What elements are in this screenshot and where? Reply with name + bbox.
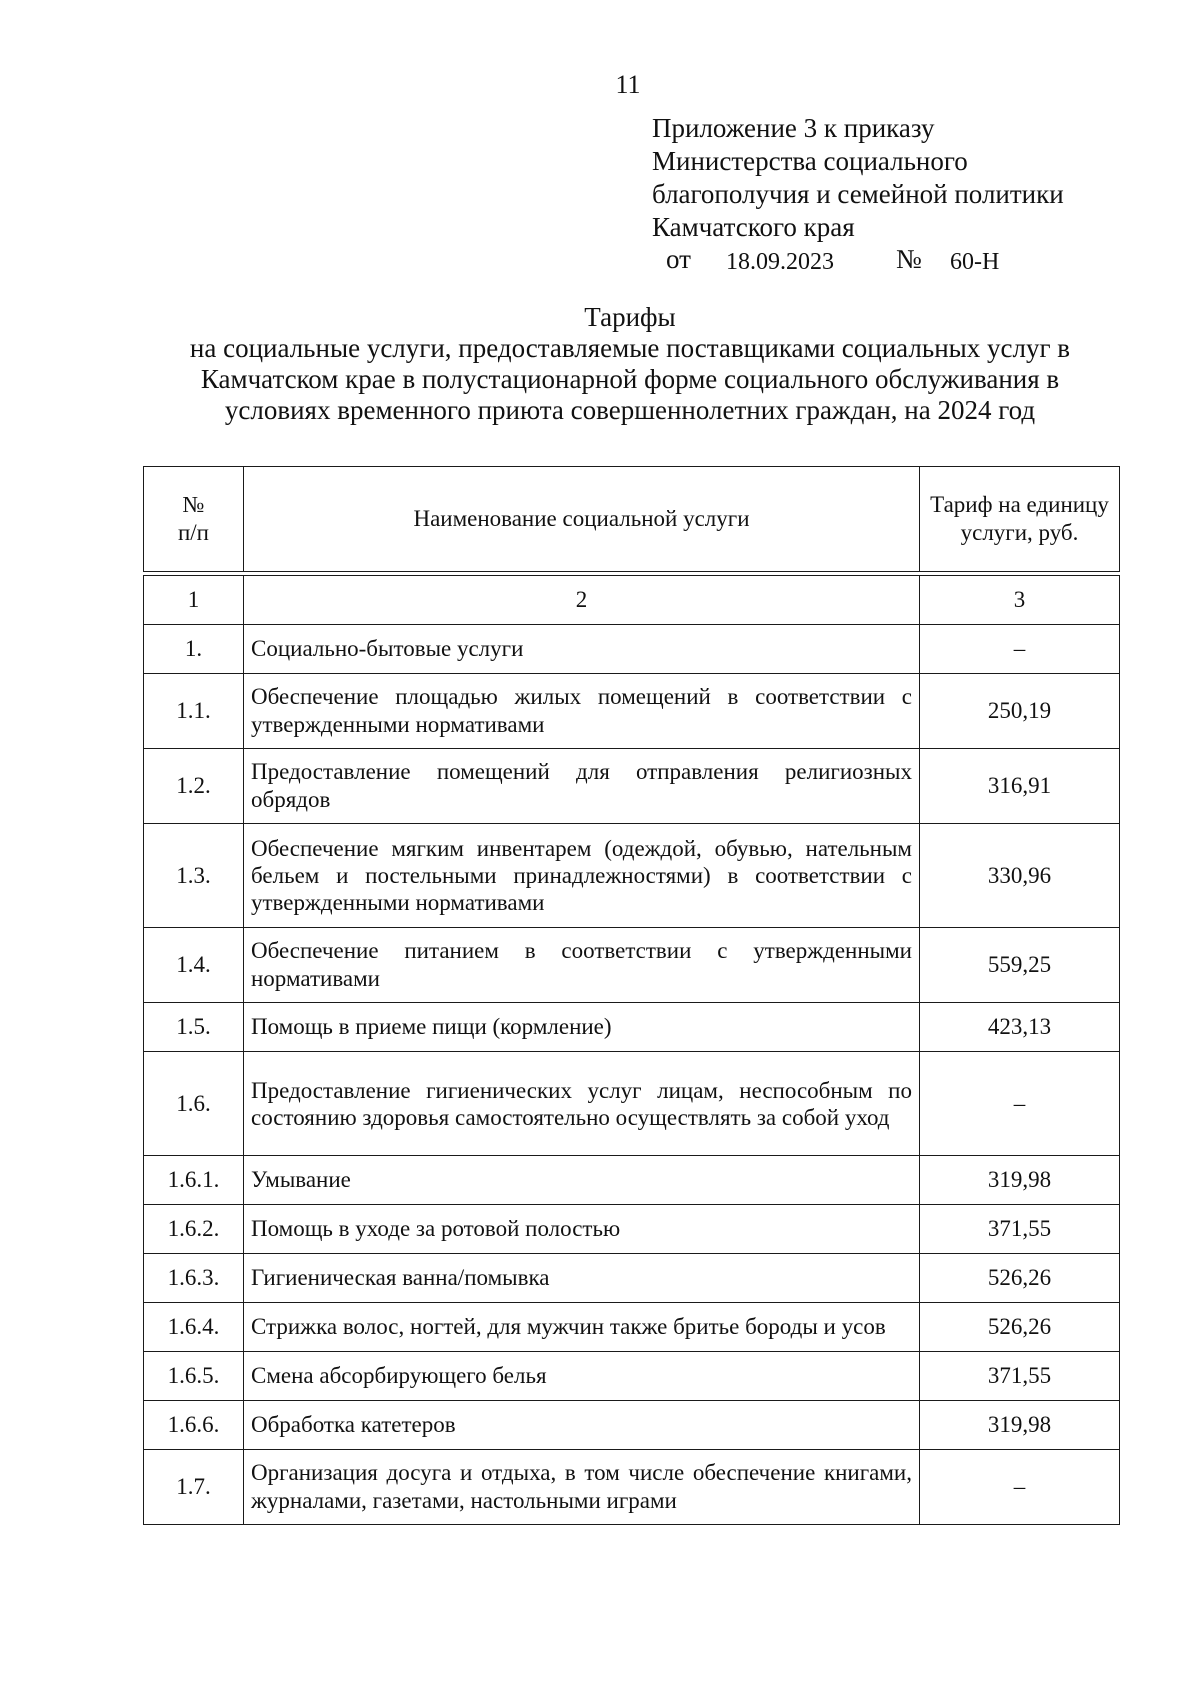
table-row	[144, 1156, 1120, 1205]
title-heading: Тарифы	[584, 302, 676, 332]
service-name: Организация досуга и отдыха, в том числе обеспечение книгами, журналами, газетами, настольными играми	[244, 1450, 920, 1525]
table-row	[144, 1254, 1120, 1303]
tariff-value: –	[920, 1052, 1120, 1156]
tariff-value: 250,19	[920, 674, 1120, 749]
row-number: 1.6.4.	[144, 1303, 244, 1352]
tariff-value: 559,25	[920, 928, 1120, 1003]
row-number: 1.6.2.	[144, 1205, 244, 1254]
service-name: Обработка катетеров	[244, 1401, 920, 1450]
page-number: 11	[615, 70, 641, 99]
appendix-block	[652, 112, 1064, 244]
service-name: Обеспечение мягким инвентарем (одеждой, обувью, нательным бельем и постельными принадлежностями) в соответствии с утвержденными нормативами	[244, 824, 920, 928]
table-row	[144, 1352, 1120, 1401]
service-name: Предоставление гигиенических услуг лицам, неспособным по состоянию здоровья самостоятельно осуществлять за собой уход	[244, 1052, 920, 1156]
service-name: Помощь в уходе за ротовой полостью	[244, 1205, 920, 1254]
service-name: Предоставление помещений для отправления религиозных обрядов	[244, 749, 920, 824]
row-number: 1.1.	[144, 674, 244, 749]
row-number: 1.2.	[144, 749, 244, 824]
row-number: 1.3.	[144, 824, 244, 928]
table-row	[144, 1052, 1120, 1156]
service-name: Гигиеническая ванна/помывка	[244, 1254, 920, 1303]
row-number: 1.7.	[144, 1450, 244, 1525]
header-name: Наименование социальной услуги	[244, 467, 920, 572]
table-row	[144, 625, 1120, 674]
row-number: 1.6.5.	[144, 1352, 244, 1401]
tariff-table	[143, 466, 1120, 1525]
row-number: 1.6.1.	[144, 1156, 244, 1205]
header-number: № п/п	[144, 467, 244, 572]
table-header-row	[144, 467, 1120, 572]
order-number-sign: №	[896, 244, 922, 274]
table-row	[144, 674, 1120, 749]
row-number: 1.6.	[144, 1052, 244, 1156]
header-price: Тариф на единицу услуги, руб.	[920, 467, 1120, 572]
table-row	[144, 1450, 1120, 1525]
row-number: 1.6.3.	[144, 1254, 244, 1303]
service-name: Обеспечение площадью жилых помещений в соответствии с утвержденными нормативами	[244, 674, 920, 749]
service-name: Стрижка волос, ногтей, для мужчин также бритье бороды и усов	[244, 1303, 920, 1352]
service-name: Умывание	[244, 1156, 920, 1205]
tariff-value: 371,55	[920, 1352, 1120, 1401]
tariff-value: 423,13	[920, 1003, 1120, 1052]
title-subtitle-line: на социальные услуги, предоставляемые поставщиками социальных услуг в	[189, 333, 1071, 363]
title-subtitle-line: Камчатском крае в полустационарной форме социального обслуживания в	[200, 364, 1060, 394]
appendix-line: Приложение 3 к приказу	[652, 113, 935, 143]
tariff-value: 330,96	[920, 824, 1120, 928]
appendix-line: Камчатского края	[652, 212, 855, 242]
table-row	[144, 1401, 1120, 1450]
table-row	[144, 824, 1120, 928]
appendix-line: Министерства социального	[652, 146, 968, 176]
column-number: 3	[920, 576, 1120, 625]
tariff-value: 319,98	[920, 1401, 1120, 1450]
row-number: 1.4.	[144, 928, 244, 1003]
tariff-value: 316,91	[920, 749, 1120, 824]
document-title	[140, 302, 1120, 426]
table-row	[144, 1003, 1120, 1052]
order-date: 18.09.2023	[726, 249, 834, 275]
column-number-row	[144, 576, 1120, 625]
table-row	[144, 1303, 1120, 1352]
service-name: Помощь в приеме пищи (кормление)	[244, 1003, 920, 1052]
service-name: Социально-бытовые услуги	[244, 625, 920, 674]
row-number: 1.6.6.	[144, 1401, 244, 1450]
service-name: Смена абсорбирующего белья	[244, 1352, 920, 1401]
tariff-value: 319,98	[920, 1156, 1120, 1205]
row-number: 1.5.	[144, 1003, 244, 1052]
column-number: 2	[244, 576, 920, 625]
order-number: 60-Н	[950, 249, 1000, 275]
table-row	[144, 749, 1120, 824]
tariff-value: 371,55	[920, 1205, 1120, 1254]
row-number: 1.	[144, 625, 244, 674]
title-subtitle-line: условиях временного приюта совершеннолетних граждан, на 2024 год	[224, 395, 1036, 425]
service-name: Обеспечение питанием в соответствии с утвержденными нормативами	[244, 928, 920, 1003]
order-from-label: от	[666, 244, 691, 274]
tariff-value: –	[920, 1450, 1120, 1525]
order-reference	[0, 244, 1200, 284]
tariff-value: –	[920, 625, 1120, 674]
tariff-value: 526,26	[920, 1254, 1120, 1303]
column-number: 1	[144, 576, 244, 625]
tariff-value: 526,26	[920, 1303, 1120, 1352]
appendix-line: благополучия и семейной политики	[652, 179, 1064, 209]
table-row	[144, 928, 1120, 1003]
table-row	[144, 1205, 1120, 1254]
